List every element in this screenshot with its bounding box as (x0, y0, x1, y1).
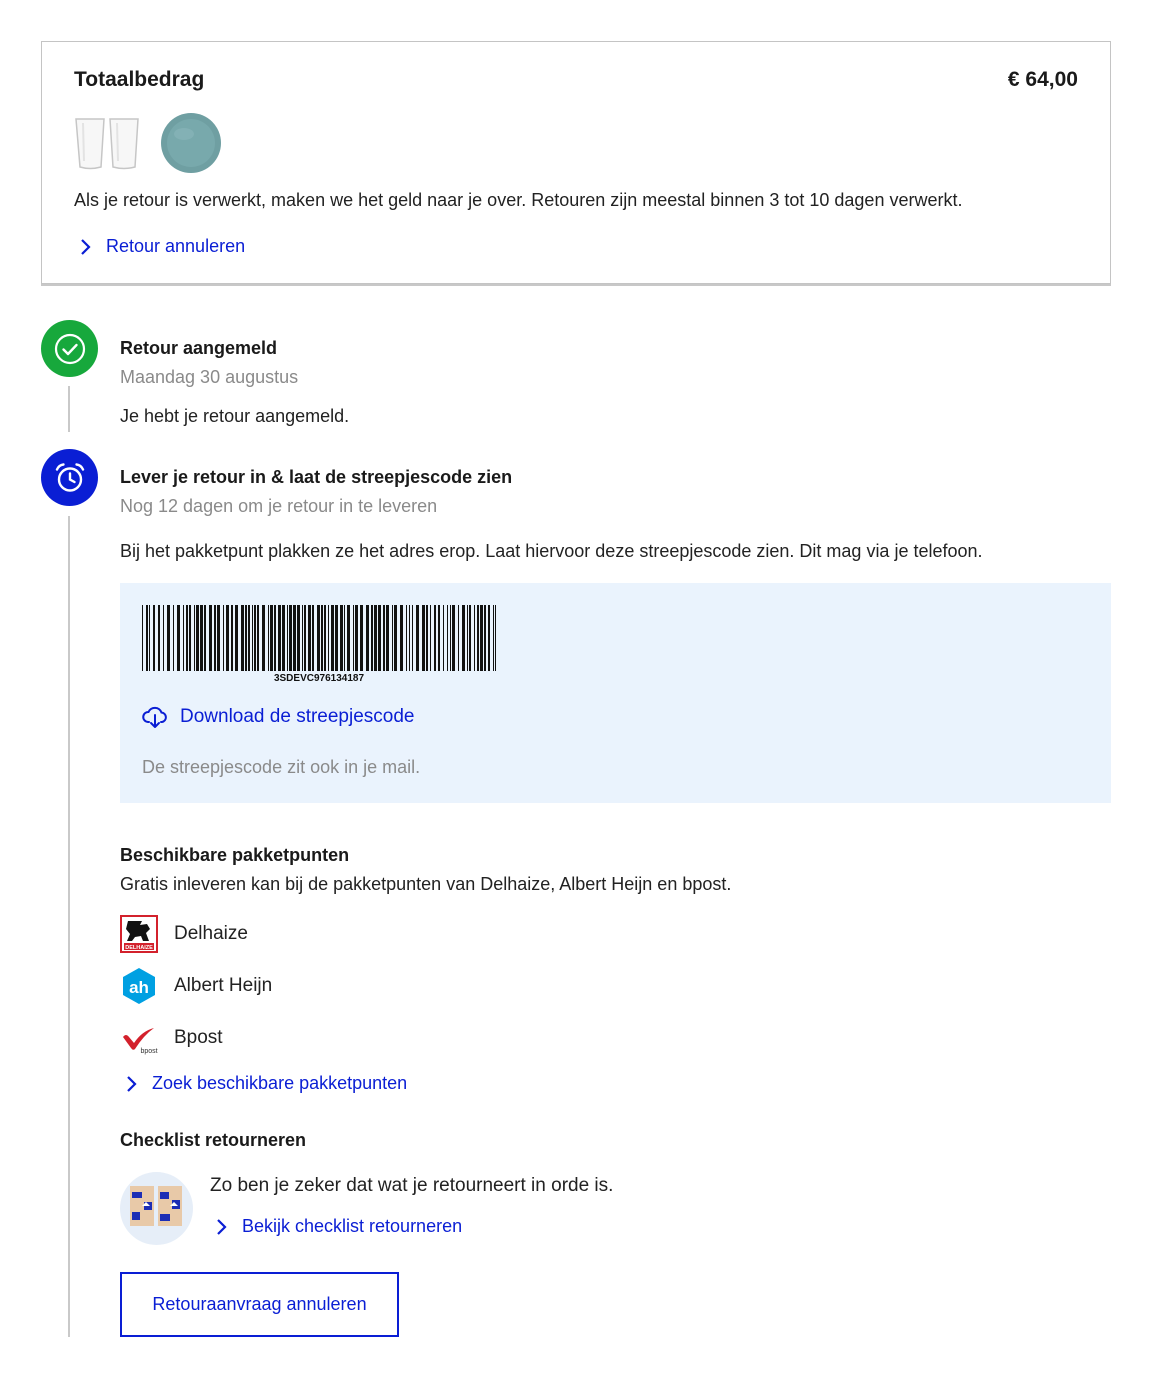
search-pickup-points-label: Zoek beschikbare pakketpunten (152, 1073, 408, 1093)
bpost-logo (120, 1019, 158, 1057)
cancel-return-link-label: Retour annuleren (106, 236, 246, 256)
step-description: Je hebt je retour aangemeld. (120, 406, 350, 426)
plate-thumbnail (160, 112, 222, 174)
barcode-image (142, 605, 496, 671)
chevron-right-icon (216, 1218, 228, 1236)
carrier-name: Delhaize (174, 923, 248, 944)
chevron-right-icon (126, 1075, 138, 1093)
view-checklist-label: Bekijk checklist retourneren (242, 1216, 463, 1236)
checklist-description: Zo ben je zeker dat wat je retourneert in orde is. (210, 1175, 614, 1196)
chevron-right-icon (80, 238, 92, 256)
download-barcode-link[interactable] (142, 705, 415, 729)
step-date: Nog 12 dagen om je retour in te leveren (120, 496, 438, 516)
checklist-title: Checklist retourneren (120, 1130, 307, 1150)
svg-text:ah: ah (129, 978, 149, 997)
download-barcode-label: Download de streepjescode (180, 706, 415, 727)
cancel-return-request-button[interactable]: Retouraanvraag annuleren (120, 1272, 399, 1337)
svg-text:bpost: bpost (140, 1048, 158, 1055)
carrier-name: Albert Heijn (174, 975, 273, 996)
total-amount: € 64,00 (1007, 68, 1078, 91)
pickup-points-description: Gratis inleveren kan bij de pakketpunten van Delhaize, Albert Heijn en bpost. (120, 874, 732, 894)
svg-text:DELHAIZE: DELHAIZE (125, 945, 153, 951)
step-title: Lever je retour in & laat de streepjescode zien (120, 467, 513, 487)
carrier-delhaize (120, 915, 248, 953)
checklist-illustration (120, 1172, 193, 1245)
step-date: Maandag 30 augustus (120, 367, 299, 387)
step-title: Retour aangemeld (120, 338, 278, 358)
barcode-mail-note: De streepjescode zit ook in je mail. (142, 757, 421, 777)
refund-info-text: Als je retour is verwerkt, maken we het geld naar je over. Retouren zijn meestal binnen 3 tot 10 dagen verwerkt. (74, 190, 963, 210)
alarm-clock-icon (41, 449, 98, 506)
carrier-bpost (120, 1019, 223, 1057)
glasses-thumbnail (74, 115, 142, 171)
timeline-connector (68, 516, 70, 1337)
timeline-connector (68, 386, 70, 432)
product-thumbnails (74, 112, 222, 174)
barcode-panel (120, 583, 1111, 803)
cloud-download-icon (142, 705, 168, 729)
carrier-name: Bpost (174, 1027, 223, 1048)
return-summary-card (41, 41, 1111, 284)
cancel-return-link[interactable] (80, 236, 245, 257)
pickup-points-title: Beschikbare pakketpunten (120, 845, 350, 865)
total-label: Totaalbedrag (74, 68, 205, 91)
view-checklist-link[interactable] (216, 1216, 462, 1237)
delhaize-logo (120, 915, 158, 953)
albert-heijn-logo (120, 967, 158, 1005)
carrier-albert-heijn (120, 967, 272, 1005)
check-circle-icon (41, 320, 98, 377)
search-pickup-points-link[interactable] (126, 1073, 407, 1094)
step-description: Bij het pakketpunt plakken ze het adres erop. Laat hiervoor deze streepjescode zien. Dit mag via je telefoon. (120, 541, 983, 561)
barcode-number: 3SDEVC976134187 (273, 673, 365, 684)
